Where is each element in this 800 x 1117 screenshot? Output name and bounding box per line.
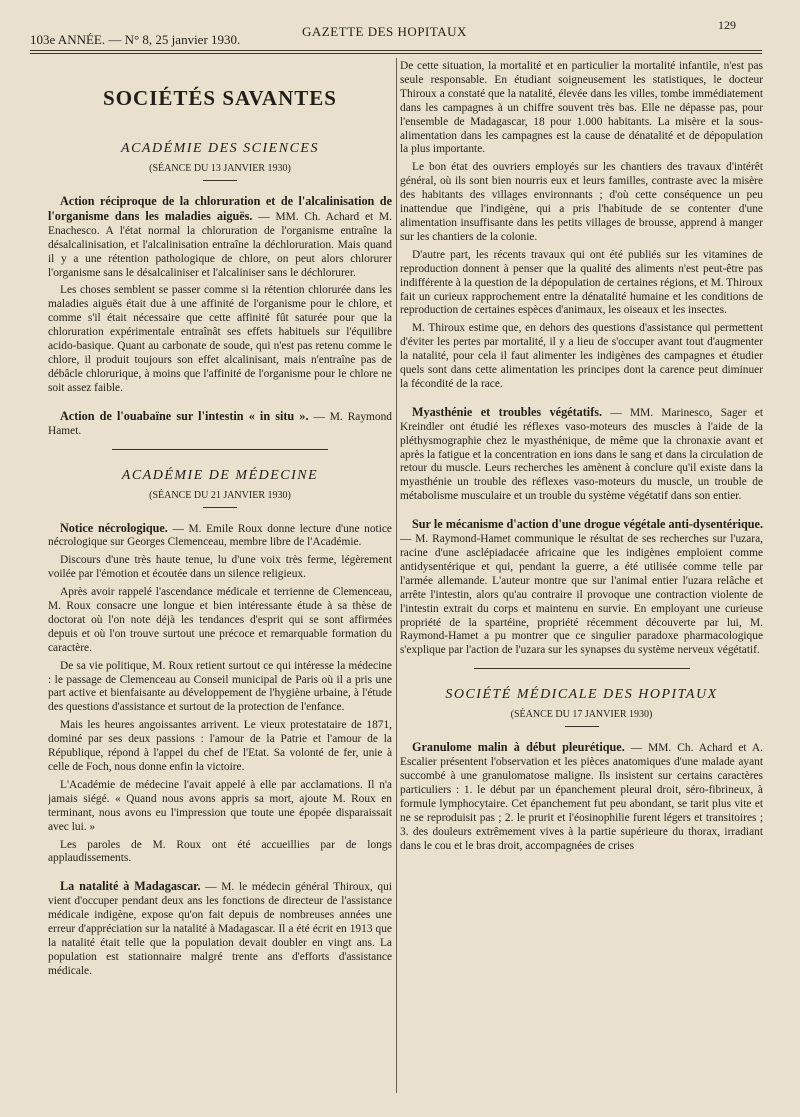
section-divider (112, 449, 328, 450)
society-heading-sciences: ACADÉMIE DES SCIENCES (121, 141, 319, 156)
section-divider (474, 668, 690, 669)
session-date: (SÉANCE DU 13 JANVIER 1930) (149, 163, 291, 174)
article-authors: — M. Raymond Hamet. (48, 410, 392, 437)
article-paragraph: Le bon état des ouvriers employés sur les chantiers des travaux d'intérêt général, où ils sont bien nourris eux et leurs familles, contraste avec la misère des habitants des villages environnants ; d'où cette conséquence un peu inattendue que l'indigène, qui a pris l'habitude de se contenter d'une alimentation insuffisante dans les petits villages de brousse, apprend à manger sur les chantiers de la colonie. (400, 161, 763, 243)
article-paragraph (400, 406, 763, 504)
page-number: 129 (718, 18, 736, 32)
society-heading-medecine: ACADÉMIE DE MÉDECINE (121, 467, 319, 483)
article-authors: — MM. Marinesco, Sager et Kreindler (400, 406, 763, 433)
article-text: — M. le médecin général Thiroux, qui vient d'occuper pendant deux ans les fonctions de directeur de l'assistance médicale indigène, expose qu'on fait depuis de nombreuses années une erreur d'appréciation sur la natalité à Madagascar. Il a été écrit en 1913 que la natalité était telle que la population devait doubler en vingt ans. La population est stationnaire malgré trente ans d'efforts d'assistance médicale. (48, 881, 392, 977)
article-paragraph: Les choses semblent se passer comme si la rétention chlorurée dans les maladies aiguës était due à une affinité de l'organisme pour le chlore, et comme s'il était nécessaire que cette affinité fût saturée pour que la chloruration expérimentale entraînât ses effets habituels sur l'équilibre acido-basique. Quant au carbonate de soude, qui n'est pas retenu comme le chlore, il produit toujours son effet alcalinisant, mais n'entraîne pas de débâcle chlorurique, à moins que l'affinité de l'organisme pour le chlore ne soit assez faible. (48, 284, 392, 394)
article-title: Notice nécrologique. (60, 520, 168, 535)
article-authors: — MM. Ch. Achard et A. Escalier (400, 742, 763, 769)
column-divider (396, 58, 397, 1093)
article-paragraph: Discours d'une très haute tenue, lu d'une voix très ferme, légèrement voilée par l'émotion et écoutée dans un silence religieux. (48, 554, 392, 581)
section-title: SOCIÉTÉS SAVANTES (103, 86, 337, 110)
article-text: présentent l'observation et les pièces anatomiques d'une malade ayant succombé à une granulomatose maligne. Ils insistent sur certains caractères particuliers : 1. le début par un épanchement pleural droit, séro-fibrineux, à formule lymphocytaire. Cet épanchement fut peu abondant, se tarit plus vite et ne se reproduisit pas ; 2. le prurit et l'éosinophilie furent légers et transitoires ; 3. des douleurs extrêmement vives à la partie supérieure du thorax, irradiant dans le cou et le bras droit, accompagnées de crises (400, 756, 763, 852)
divider (203, 507, 237, 508)
society-heading-hopitaux: SOCIÉTÉ MÉDICALE DES HOPITAUX (445, 687, 718, 703)
article-paragraph: D'autre part, les récents travaux qui ont été publiés sur les vitamines de reproduction donnent à penser que la qualité des aliments n'est peut-être pas indifférente à la question de la dépopulation de certaines régions, et M. Thiroux fait un curieux rapprochement entre la dénatalité humaine et les conditions de reproduction de certaines espèces d'animaux, les oiseaux et les insectes. (400, 248, 763, 317)
article-text: ont étudié les réflexes vaso-moteurs des muscles à l'aide de la pléthysmographie chez le myasthénique, de même que la chronaxie avant et après la fatigue et la concentration en ions dans le sang et dans la circulation de retour du muscle. Leurs recherches les amènent à conclure qu'il existe dans la myasthénie un trouble des réflexes vaso-moteurs du muscle, un trouble de métabolisme musculaire et un trouble du système végétatif dans son entier. (400, 420, 763, 503)
divider (565, 726, 599, 727)
article-paragraph (48, 195, 392, 280)
header-rule-double (30, 53, 762, 54)
article-text: — M. Emile Roux donne lecture d'une notice nécrologique sur Georges Clemenceau, membre libre de l'Académie. (48, 522, 392, 549)
article-authors: — M. Raymond-Hamet (400, 533, 511, 546)
article-paragraph (48, 410, 392, 439)
article-authors: — MM. Ch. Achard et M. Enachesco. (48, 210, 392, 237)
right-column (400, 60, 763, 858)
article-paragraph (48, 880, 392, 978)
issue-info: 103e ANNÉE. — N° 8, 25 janvier 1930. (30, 32, 241, 47)
divider (203, 180, 237, 181)
session-date: (SÉANCE DU 21 JANVIER 1930) (149, 489, 291, 501)
article-title: Sur le mécanisme d'action d'une drogue végétale anti-dysentérique. (412, 517, 763, 532)
article-paragraph: De sa vie politique, M. Roux retient surtout ce qui intéresse la médecine : le passage de Clemenceau au Conseil municipal de Paris où il a pris une part active et bienfaisante au développement de l'hygiène urbaine, à l'étude des questions d'assistance et surtout de la protection de l'enfance. (48, 659, 392, 714)
article-text: communique le résultat de ses recherches sur l'uzara, racine d'une asclépiadacée africaine que les indigènes emploient comme antidysentérique et qui, pendant la guerre, a été utilisée comme telle par l'armée allemande. L'auteur montre que sur l'animal entier l'uzara relâche et arrête l'intestin, alors qu'au contraire il provoque une contraction violente de l'intestin extrait du corps et maintenu en survie. En employant une curieuse propriété de la spartéine, propriété récemment découverte par lui, M. Raymond-Hamet a pu montrer que ce singulier paradoxe pharmacologique s'explique par l'action de l'uzara sur les synapses du système nerveux végétatif. (400, 533, 763, 657)
article-paragraph: M. Thiroux estime que, en dehors des questions d'assistance qui permettent d'éviter les pertes par mortalité, il y a lieu de s'occuper avant tout d'augmenter la natalité, pour cela il faut alimenter les indigènes des campagnes et étudier quels sont dans cette alimentation les principes dont la carence peut diminuer la fécondité de la race. (400, 322, 763, 390)
article-paragraph: L'Académie de médecine l'avait appelé à elle par acclamations. Il n'a jamais siégé. « Quand nous avons appris sa mort, ajoute M. Roux en terminant, nous avons eu l'impression que toute une épopée disparaissait avec lui. » (48, 778, 392, 833)
article-paragraph: Après avoir rappelé l'ascendance médicale et terrienne de Clemenceau, M. Roux consacre une longue et bien intéressante étude à sa thèse de doctorat où l'on note déjà les tendances d'esprit qui se sont affirmées depuis et où l'on trouve surtout une précoce et remarquable formation du caractère. (48, 586, 392, 654)
article-paragraph (400, 518, 763, 658)
article-text: A l'état normal la chloruration de l'organisme entraîne la désalcalinisation, et l'alcalinisation entraîne la déchloruration. Mais quand il y a une rétention pathologique de chlore, on peut alors chlorurer l'organisme sans le désalcaliniser et l'alcaliniser sans le déchlorurer. (48, 224, 392, 279)
left-column (48, 72, 392, 983)
article-title: La natalité à Madagascar. (60, 879, 201, 894)
session-date: (SÉANCE DU 17 JANVIER 1930) (510, 709, 653, 721)
article-title: Myasthénie et troubles végétatifs. (412, 404, 603, 419)
article-title: Granulome malin à début pleurétique. (412, 740, 625, 755)
header-rule (30, 50, 762, 51)
article-paragraph: De cette situation, la mortalité et en particulier la mortalité infantile, n'est pas seule responsable. En étudiant soigneusement les statistiques, le docteur Thiroux a constaté que la natalité, élevée dans les villes, tombe immédiatement dans les campagnes à un chiffre souvent très bas. Elle ne dépasse pas, pour l'ensemble de Madagascar, 18 pour 1.000 habitants. La misère et la sous-alimentation dans les campagnes est la cause de dénatalité et de dépopulation la plus importante. (400, 60, 763, 156)
article-paragraph: Mais les heures angoissantes arrivent. Le vieux protestataire de 1871, dominé par ses deux passions : l'amour de la Patrie et l'amour de la République, répond à l'appel du chef de l'Etat. Sa volonté de fer, unie à celle de Foch, nous donne enfin la victoire. (48, 719, 392, 773)
journal-title: GAZETTE DES HOPITAUX (302, 24, 467, 39)
article-paragraph (48, 522, 392, 551)
article-paragraph (400, 741, 763, 853)
article-title: Action réciproque de la chloruration et de l'alcalinisation de l'organisme dans les maladies aiguës. (48, 194, 392, 223)
article-title: Action de l'ouabaïne sur l'intestin « in situ ». (60, 408, 309, 423)
article-paragraph: Les paroles de M. Roux ont été accueillies par de longs applaudissements. (48, 838, 392, 865)
